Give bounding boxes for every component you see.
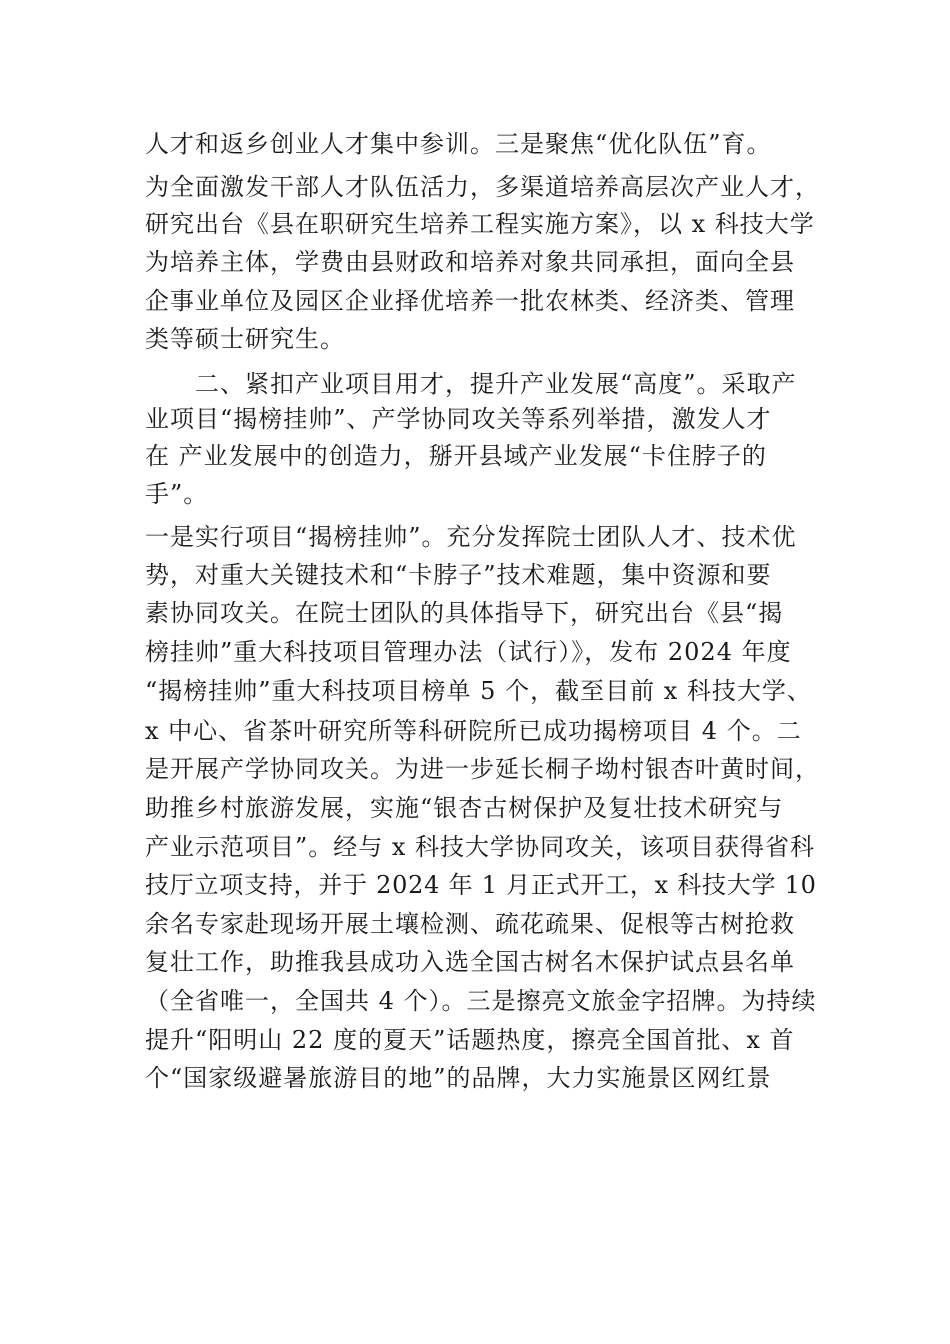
text-line: “揭榜挂帅”重大科技项目榜单 5 个，截至目前 x 科技大学、	[145, 677, 812, 705]
text-line: 助推乡村旅游发展，实施“银杏古树保护及复壮技术研究与	[145, 794, 784, 822]
text-line: 产业示范项目”。经与 x 科技大学协同攻关，该项目获得省科	[145, 833, 816, 861]
text-line: 一是实行项目“揭榜挂帅”。充分发挥院士团队人才、技术优	[145, 523, 797, 551]
text-line: 人才和返乡创业人才集中参训。三是聚焦“优化队伍”育。	[145, 130, 772, 158]
text-line: 业项目“揭榜挂帅”、产学协同攻关等系列举措，激发人才	[145, 405, 772, 433]
text-line: 榜挂帅”重大科技项目管理办法（试行）》，发布 2024 年度	[145, 638, 792, 666]
text-line: x 中心、省茶叶研究所等科研院所已成功揭榜项目 4 个。二	[145, 717, 802, 745]
text-line: 是开展产学协同攻关。为进一步延长桐子坳村银杏叶黄时间，	[145, 755, 820, 783]
text-line: 提升“阳明山 22 度的夏天”话题热度，擦亮全国首批、x 首	[145, 1026, 795, 1054]
text-line: 手”。	[145, 480, 209, 508]
text-line: （全省唯一，全国共 4 个）。三是擦亮文旅金字招牌。为持续	[145, 987, 817, 1015]
text-line: 技厅立项支持，并于 2024 年 1 月正式开工，x 科技大学 10	[145, 871, 817, 899]
text-line: 个“国家级避暑旅游目的地”的品牌，大力实施景区网红景	[145, 1064, 772, 1092]
text-line: 素协同攻关。在院士团队的具体指导下，研究出台《县“揭	[145, 599, 784, 627]
text-line: 企事业单位及园区企业择优培养一批农林类、经济类、管理	[145, 287, 795, 315]
section-heading-line: 二、紧扣产业项目用才，提升产业发展“高度”。采取产	[195, 370, 797, 398]
text-line: 余名专家赴现场开展土壤检测、疏花疏果、促根等古树抢救	[145, 910, 795, 938]
text-line: 势，对重大关键技术和“卡脖子”技术难题，集中资源和要	[145, 561, 772, 589]
text-line: 为全面激发干部人才队伍活力，多渠道培养高层次产业人才，	[145, 173, 820, 201]
text-line: 类等硕士研究生。	[145, 325, 345, 353]
text-line: 复壮工作，助推我县成功入选全国古树名木保护试点县名单	[145, 948, 795, 976]
text-line: 在 产业发展中的创造力，掰开县域产业发展“卡住脖子的	[145, 442, 767, 470]
text-line: 为培养主体，学费由县财政和培养对象共同承担，面向全县	[145, 248, 795, 276]
text-line: 研究出台《县在职研究生培养工程实施方案》，以 x 科技大学	[145, 210, 815, 238]
